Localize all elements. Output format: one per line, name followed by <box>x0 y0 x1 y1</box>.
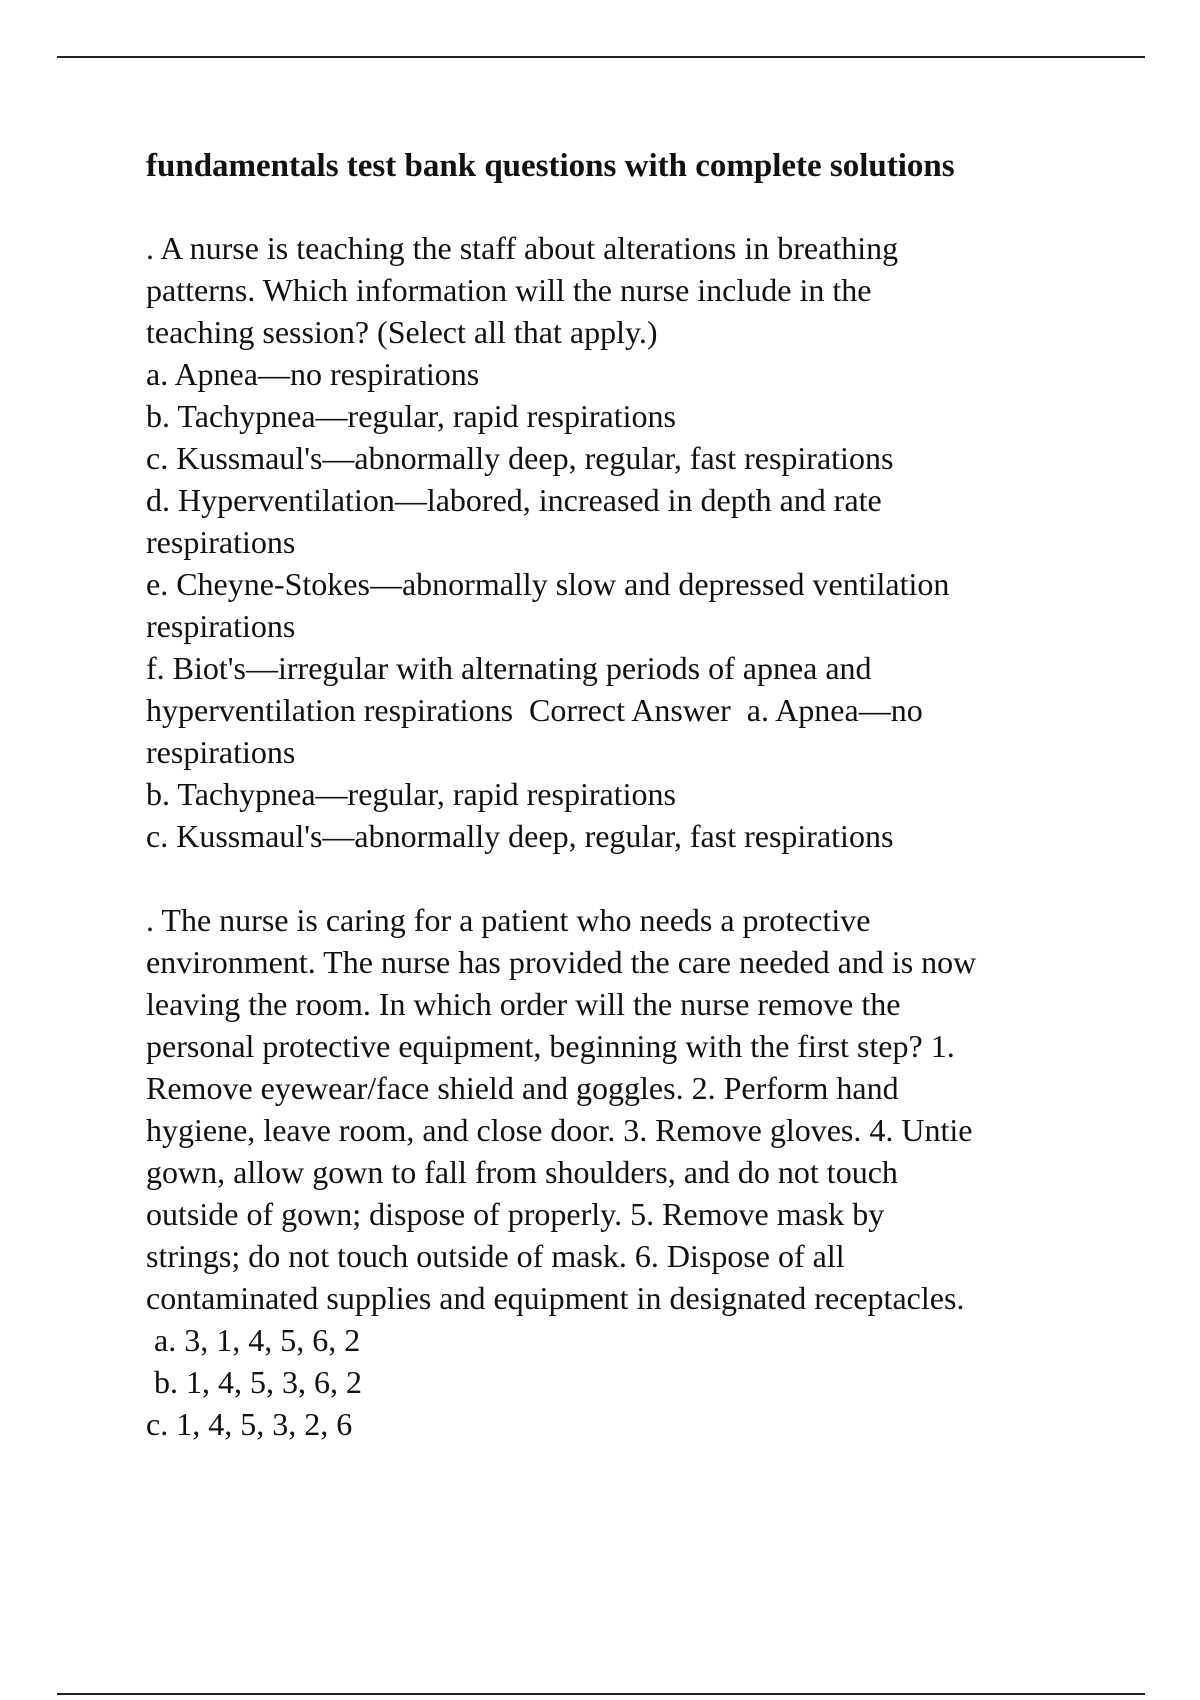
question-1-option-d-cont: respirations <box>146 524 296 560</box>
question-1-answer-line-3: b. Tachypnea—regular, rapid respirations <box>146 776 676 812</box>
bottom-divider <box>57 1693 1145 1695</box>
question-1-line-1: . A nurse is teaching the staff about alterations in breathing <box>146 230 899 266</box>
question-2-line-9: strings; do not touch outside of mask. 6. Dispose of all <box>146 1238 845 1274</box>
top-divider <box>57 56 1145 58</box>
question-2-option-c: c. 1, 4, 5, 3, 2, 6 <box>146 1406 353 1442</box>
question-1-option-d: d. Hyperventilation—labored, increased in depth and rate <box>146 482 882 518</box>
question-1-option-e: e. Cheyne-Stokes—abnormally slow and depressed ventilation <box>146 566 950 602</box>
question-2-line-6: hygiene, leave room, and close door. 3. Remove gloves. 4. Untie <box>146 1112 973 1148</box>
question-1-answer-line-4: c. Kussmaul's—abnormally deep, regular, fast respirations <box>146 818 894 854</box>
question-1-answer-line-1: hyperventilation respirations Correct Answer a. Apnea—no <box>146 692 923 728</box>
question-2-line-8: outside of gown; dispose of properly. 5. Remove mask by <box>146 1196 885 1232</box>
question-2-option-a: a. 3, 1, 4, 5, 6, 2 <box>146 1322 361 1358</box>
document-page <box>146 145 1106 1445</box>
question-2-line-3: leaving the room. In which order will the nurse remove the <box>146 986 901 1022</box>
question-1-option-a: a. Apnea—no respirations <box>146 356 480 392</box>
question-1-option-b: b. Tachypnea—regular, rapid respirations <box>146 398 676 434</box>
question-1 <box>146 227 1106 857</box>
question-1-line-3: teaching session? (Select all that apply.) <box>146 314 658 350</box>
question-1-option-c: c. Kussmaul's—abnormally deep, regular, fast respirations <box>146 440 894 476</box>
question-2-line-5: Remove eyewear/face shield and goggles. 2. Perform hand <box>146 1070 899 1106</box>
question-2-line-7: gown, allow gown to fall from shoulders, and do not touch <box>146 1154 898 1190</box>
question-2-option-b: b. 1, 4, 5, 3, 6, 2 <box>146 1364 362 1400</box>
question-1-answer-line-2: respirations <box>146 734 296 770</box>
question-2-line-10: contaminated supplies and equipment in designated receptacles. <box>146 1280 965 1316</box>
question-1-option-e-cont: respirations <box>146 608 296 644</box>
question-2-line-2: environment. The nurse has provided the care needed and is now <box>146 944 977 980</box>
question-1-option-f: f. Biot's—irregular with alternating periods of apnea and <box>146 650 872 686</box>
question-2-line-1: . The nurse is caring for a patient who needs a protective <box>146 902 871 938</box>
question-2 <box>146 899 1106 1445</box>
question-1-line-2: patterns. Which information will the nurse include in the <box>146 272 872 308</box>
document-title: fundamentals test bank questions with complete solutions <box>146 148 955 184</box>
question-2-line-4: personal protective equipment, beginning with the first step? 1. <box>146 1028 955 1064</box>
